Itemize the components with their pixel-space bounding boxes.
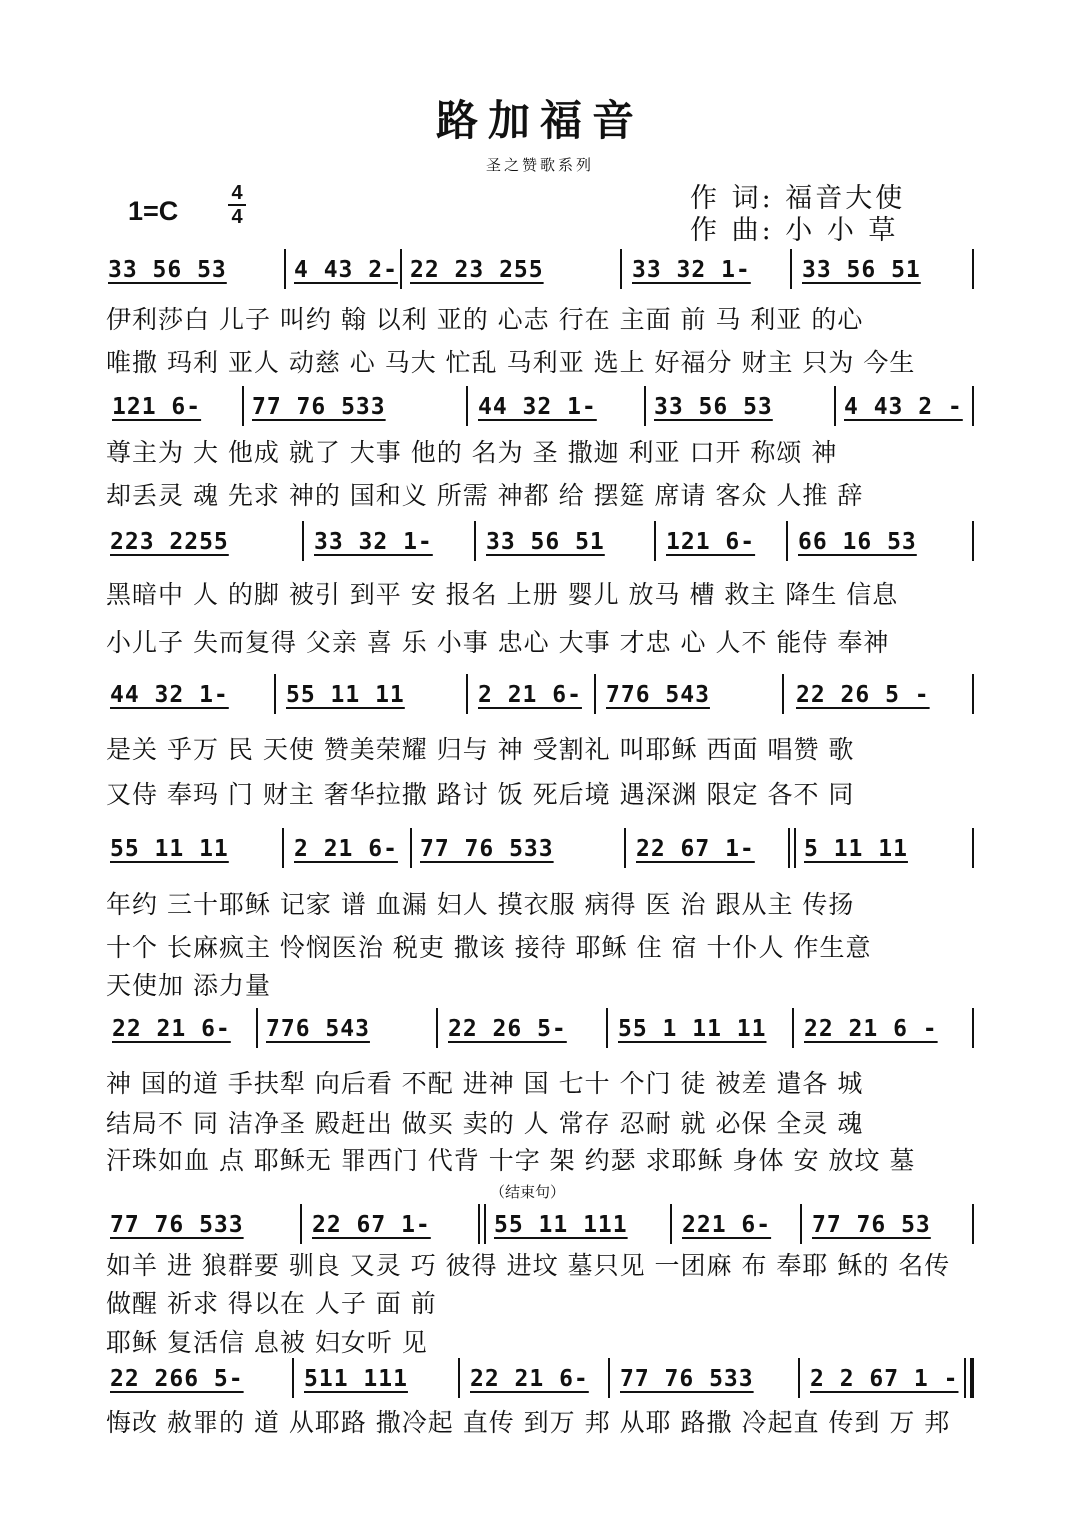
lyric-line: 天使加 添力量 (106, 971, 271, 1000)
notation-line-4 (108, 680, 976, 726)
measure: 22 26 5- (448, 1016, 567, 1042)
measure: 5 11 11 (804, 836, 908, 862)
measure: 511 111 (304, 1366, 408, 1392)
lyric-line: 十个 长麻疯主 怜悯医治 税吏 撒该 接待 耶稣 住 宿 十仆人 作生意 (106, 933, 872, 962)
measure: 4 43 2 - (844, 394, 963, 420)
measure: 77 76 53 (812, 1212, 931, 1238)
measure: 221 6- (682, 1212, 772, 1238)
lyric-line: 汗珠如血 点 耶稣无 罪西门 代背 十字 架 约瑟 求耶稣 身体 安 放坟 墓 (106, 1146, 916, 1175)
notation-line-2 (108, 392, 976, 438)
lyric-line: 年约 三十耶稣 记家 谱 血漏 妇人 摸衣服 病得 医 治 跟从主 传扬 (106, 890, 855, 919)
lyric-line: 唯撒 玛利 亚人 动慈 心 马大 忙乱 马利亚 选上 好福分 财主 只为 今生 (106, 348, 916, 377)
measure: 55 11 111 (494, 1212, 628, 1238)
series-subtitle: 圣之赞歌系列 (485, 156, 594, 174)
measure: 77 76 533 (110, 1212, 244, 1238)
notation-line-5 (108, 834, 976, 880)
lyric-line: 悔改 赦罪的 道 从耶路 撒冷起 直传 到万 邦 从耶 路撒 冷起直 传到 万 邦 (106, 1408, 951, 1437)
measure: 77 76 533 (620, 1366, 754, 1392)
measure: 22 67 1- (636, 836, 755, 862)
measure: 33 56 53 (654, 394, 773, 420)
lyricist-credit: 作 词: 福音大使 (690, 183, 906, 214)
measure: 22 21 6 - (804, 1016, 938, 1042)
measure: 33 32 1- (314, 529, 433, 555)
measure: 22 23 255 (410, 257, 544, 283)
lyric-line: 伊利莎白 儿子 叫约 翰 以利 亚的 心志 行在 主面 前 马 利亚 的心 (106, 305, 864, 334)
lyric-line: 小儿子 失而复得 父亲 喜 乐 小事 忠心 大事 才忠 心 人不 能侍 奉神 (106, 628, 890, 657)
lyric-line: 尊主为 大 他成 就了 大事 他的 名为 圣 撒迦 利亚 口开 称颂 神 (106, 438, 838, 467)
lyric-line: 黑暗中 人 的脚 被引 到平 安 报名 上册 婴儿 放马 槽 救主 降生 信息 (106, 580, 899, 609)
measure: 2 21 6- (294, 836, 398, 862)
measure: 22 67 1- (312, 1212, 431, 1238)
lyric-line: 做醒 祈求 得以在 人子 面 前 (106, 1289, 437, 1318)
lyric-line: 是关 乎万 民 天使 赞美荣耀 归与 神 受割礼 叫耶稣 西面 唱赞 歌 (106, 735, 855, 764)
measure: 22 21 6- (112, 1016, 231, 1042)
measure: 776 543 (606, 682, 710, 708)
measure: 4 43 2- (294, 257, 398, 283)
notation-line-3 (108, 527, 976, 573)
time-signature (227, 182, 247, 228)
measure: 22 21 6- (470, 1366, 589, 1392)
measure: 44 32 1- (478, 394, 597, 420)
measure: 33 32 1- (632, 257, 751, 283)
lyric-line: 如羊 进 狼群要 驯良 又灵 巧 彼得 进坟 墓只见 一团麻 布 奉耶 稣的 名传 (106, 1251, 951, 1280)
measure: 2 21 6- (478, 682, 582, 708)
measure: 33 56 51 (486, 529, 605, 555)
measure: 33 56 53 (108, 257, 227, 283)
lyric-line: 又侍 奉玛 门 财主 奢华拉撒 路讨 饭 死后境 遇深渊 限定 各不 同 (106, 780, 855, 809)
song-title: 路加福音 (435, 96, 644, 145)
measure: 22 26 5 - (796, 682, 930, 708)
time-signature-top: 4 (231, 182, 243, 204)
measure: 33 56 51 (802, 257, 921, 283)
measure: 55 11 11 (110, 836, 229, 862)
time-signature-bottom: 4 (231, 206, 243, 228)
measure: 77 76 533 (420, 836, 554, 862)
measure: 55 1 11 11 (618, 1016, 767, 1042)
measure: 121 6- (112, 394, 202, 420)
measure: 55 11 11 (286, 682, 405, 708)
notation-line-1 (108, 255, 976, 301)
measure: 776 543 (266, 1016, 370, 1042)
measure: 77 76 533 (252, 394, 386, 420)
measure: 44 32 1- (110, 682, 229, 708)
lyric-line: 耶稣 复活信 息被 妇女听 见 (106, 1328, 428, 1357)
lyric-line: 却丢灵 魂 先求 神的 国和义 所需 神都 给 摆筵 席请 客众 人推 辞 (106, 481, 864, 510)
measure: 22 266 5- (110, 1366, 244, 1392)
measure: 2 2 67 1 - (810, 1366, 959, 1392)
measure: 66 16 53 (798, 529, 917, 555)
key-signature: 1=C (128, 196, 179, 226)
ending-label: （结束句） (490, 1183, 566, 1201)
measure: 121 6- (666, 529, 756, 555)
composer-credit: 作 曲: 小 小 草 (690, 215, 899, 246)
notation-line-6 (108, 1014, 976, 1060)
lyric-line: 神 国的道 手扶犁 向后看 不配 进神 国 七十 个门 徒 被差 遣各 城 (106, 1069, 864, 1098)
lyric-line: 结局不 同 洁净圣 殿赶出 做买 卖的 人 常存 忍耐 就 必保 全灵 魂 (106, 1109, 864, 1138)
measure: 223 2255 (110, 529, 229, 555)
